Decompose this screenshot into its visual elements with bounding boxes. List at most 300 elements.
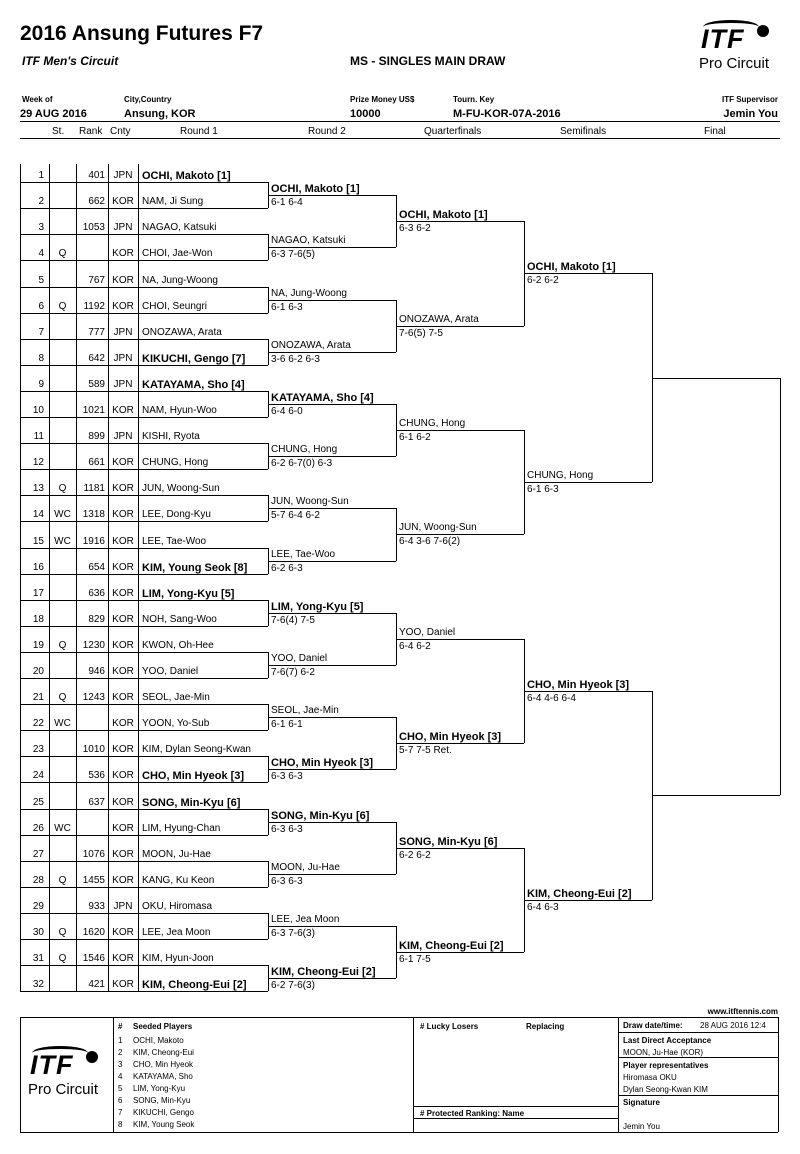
winner-name: LEE, Tae-Woo	[271, 548, 336, 560]
player-rank: 899	[88, 431, 105, 443]
draw-position: 1	[38, 170, 44, 182]
player-rank: 1076	[82, 848, 105, 860]
city-label: City,Country	[124, 95, 172, 104]
player-rank: 1181	[83, 483, 105, 495]
seed-number: 3	[118, 1060, 123, 1069]
match-score: 6-2 6-2	[527, 275, 559, 287]
row-line	[20, 626, 268, 627]
player-name: KANG, Ku Keon	[142, 874, 215, 886]
draw-position: 30	[32, 927, 44, 938]
row-line	[20, 469, 268, 470]
winner-line	[268, 508, 396, 509]
row-line	[20, 287, 268, 288]
player-country: KOR	[112, 300, 134, 312]
player-country: JPN	[113, 170, 133, 182]
logo-subtext: Pro Circuit	[699, 55, 770, 72]
winner-line	[268, 456, 396, 457]
player-name: KISHI, Ryota	[142, 431, 200, 443]
winner-line	[268, 561, 396, 562]
row-line	[20, 365, 268, 366]
player-rank: 777	[88, 326, 105, 338]
winner-line	[268, 195, 396, 196]
player-country: KOR	[112, 744, 134, 756]
winner-name: KIM, Cheong-Eui [2]	[527, 887, 632, 900]
player-country: KOR	[112, 927, 134, 938]
winner-name: ONOZAWA, Arata	[271, 339, 351, 351]
player-rank: 829	[88, 613, 105, 625]
final-slot-line	[652, 378, 780, 379]
final-slot-line	[652, 795, 780, 796]
player-country: KOR	[112, 457, 134, 469]
lucky-losers-label: # Lucky Losers	[420, 1022, 479, 1031]
match-score: 6-4 6-3	[527, 901, 559, 913]
match-score: 6-3 6-3	[271, 771, 303, 783]
player-rank: 1010	[82, 744, 105, 756]
player-status: Q	[58, 874, 67, 886]
match-score: 6-2 6-3	[271, 562, 303, 574]
player-status: WC	[54, 718, 71, 730]
match-score: 6-1 6-1	[271, 719, 303, 731]
player-name: KIM, Cheong-Eui [2]	[142, 979, 247, 992]
tennis-ball-icon	[757, 25, 769, 37]
player-rank: 642	[88, 352, 105, 364]
player-country: KOR	[112, 613, 134, 625]
signature-label: Signature	[623, 1098, 660, 1107]
row-line	[20, 730, 268, 731]
winner-line	[268, 665, 396, 666]
winner-line	[524, 900, 652, 901]
player-name: MOON, Ju-Hae	[142, 848, 211, 860]
draw-position: 20	[32, 666, 44, 677]
player-name: LEE, Dong-Kyu	[142, 509, 211, 521]
row-line	[20, 208, 268, 209]
player-rank: 1455	[82, 874, 105, 886]
match-score: 6-4 6-2	[399, 640, 431, 652]
player-rank: 1243	[82, 692, 105, 704]
draw-position: 5	[38, 274, 44, 286]
winner-line	[524, 273, 652, 274]
player-status: Q	[58, 483, 67, 495]
winner-name: NAGAO, Katsuki	[271, 235, 346, 247]
seed-player-name: SONG, Min-Kyu	[133, 1096, 191, 1105]
row-line	[20, 182, 268, 183]
player-name: LEE, Tae-Woo	[142, 535, 207, 547]
player-name: CHUNG, Hong	[142, 457, 209, 469]
seed-player-name: LIM, Yong-Kyu	[133, 1084, 186, 1093]
winner-name: YOO, Daniel	[399, 626, 456, 638]
player-status: Q	[58, 300, 67, 312]
draw-position: 31	[32, 953, 44, 965]
winner-name: OCHI, Makoto [1]	[271, 183, 360, 196]
row-line	[20, 887, 268, 888]
winner-line	[396, 221, 524, 222]
player-rank: 589	[88, 378, 105, 390]
circuit-subtitle: ITF Men's Circuit	[22, 54, 119, 68]
player-rank: 1192	[83, 300, 105, 312]
player-name: YOON, Yo-Sub	[142, 718, 210, 730]
draw-position: 13	[32, 483, 44, 495]
draw-position: 29	[32, 900, 44, 912]
player-name: OKU, Hiromasa	[142, 900, 213, 912]
col-header-quarterfinals: Quarterfinals	[424, 126, 482, 137]
row-line	[20, 913, 268, 914]
row-line	[20, 313, 268, 314]
draw-position: 23	[32, 744, 44, 756]
supervisor-label: ITF Supervisor	[721, 95, 778, 104]
player-name: NA, Jung-Woong	[142, 274, 218, 286]
player-rank: 661	[88, 457, 105, 469]
winner-line	[268, 769, 396, 770]
draw-position: 3	[38, 222, 44, 234]
winner-line	[268, 247, 396, 248]
seed-player-name: OCHI, Makoto	[133, 1036, 184, 1045]
match-score: 6-2 6-2	[399, 849, 431, 861]
winner-line	[268, 404, 396, 405]
player-status: Q	[58, 248, 67, 260]
seed-number: 6	[118, 1096, 123, 1105]
player-country: KOR	[112, 248, 134, 260]
seed-player-name: KIKUCHI, Gengo	[133, 1108, 194, 1117]
player-rank: 662	[88, 196, 105, 208]
draw-position: 14	[32, 509, 44, 521]
winner-name: ONOZAWA, Arata	[399, 313, 479, 325]
player-rank: 1318	[82, 509, 105, 521]
row-line	[20, 965, 268, 966]
winner-name: JUN, Woong-Sun	[271, 496, 349, 508]
winner-name: CHUNG, Hong	[527, 470, 594, 482]
player-rank: 401	[88, 170, 105, 182]
match-score: 6-2 6-7(0) 6-3	[271, 458, 333, 470]
winner-line	[268, 352, 396, 353]
row-line	[20, 782, 268, 783]
row-line	[20, 443, 268, 444]
player-name: LIM, Hyung-Chan	[142, 822, 221, 834]
match-score: 6-3 6-3	[271, 823, 303, 835]
match-score: 6-3 7-6(3)	[271, 927, 315, 939]
player-rank: 1546	[82, 953, 105, 965]
winner-name: KIM, Cheong-Eui [2]	[399, 940, 504, 953]
player-status: Q	[58, 927, 67, 938]
winner-name: JUN, Woong-Sun	[399, 522, 477, 534]
week-label: Week of	[22, 95, 53, 104]
winner-name: CHUNG, Hong	[271, 444, 338, 456]
row-line	[20, 678, 268, 679]
player-country: KOR	[112, 770, 134, 782]
match-score: 6-1 6-2	[399, 432, 431, 444]
draw-position: 22	[32, 718, 44, 730]
player-name: CHO, Min Hyeok [3]	[142, 770, 245, 783]
draw-position: 17	[32, 587, 44, 599]
winner-name: OCHI, Makoto [1]	[399, 209, 488, 222]
logo-text: ITF	[30, 1050, 74, 1080]
week-value: 29 AUG 2016	[20, 108, 87, 120]
col-header-round1: Round 1	[180, 126, 218, 137]
seed-player-name: KATAYAMA, Sho	[133, 1072, 193, 1081]
winner-line	[268, 978, 396, 979]
tournament-title: 2016 Ansung Futures F7	[20, 22, 264, 45]
draw-position: 10	[32, 405, 44, 416]
match-score: 6-3 6-2	[399, 223, 431, 235]
row-line	[20, 391, 268, 392]
player-country: KOR	[112, 587, 134, 599]
row-line	[20, 339, 268, 340]
match-score: 5-7 6-4 6-2	[271, 510, 320, 522]
match-score: 6-1 6-4	[271, 197, 303, 209]
player-rank: 654	[88, 561, 105, 573]
row-line	[20, 809, 268, 810]
seed-number: 1	[118, 1036, 123, 1045]
winner-name: LEE, Jea Moon	[271, 913, 340, 925]
player-name: YOO, Daniel	[142, 666, 199, 677]
draw-position: 8	[38, 352, 44, 364]
player-name: KIM, Young Seok [8]	[142, 561, 248, 574]
draw-position: 21	[32, 692, 44, 704]
col-header-round2: Round 2	[308, 126, 346, 137]
winner-line	[396, 639, 524, 640]
winner-name: KATAYAMA, Sho [4]	[271, 391, 374, 404]
draw-position: 7	[38, 326, 44, 338]
logo-text: ITF	[701, 24, 745, 54]
match-score: 7-6(4) 7-5	[271, 614, 315, 626]
winner-name: CHO, Min Hyeok [3]	[399, 731, 502, 744]
player-rep-1: Hiromasa OKU	[623, 1073, 677, 1082]
seeded-hash: #	[118, 1022, 123, 1031]
draw-position: 16	[32, 561, 44, 573]
player-name: KIM, Dylan Seong-Kwan	[142, 744, 251, 756]
player-country: KOR	[112, 274, 134, 286]
player-rank: 1021	[82, 405, 105, 416]
player-reps-label: Player representatives	[623, 1061, 709, 1070]
table-column-divider	[20, 164, 21, 991]
player-name: CHOI, Seungri	[142, 300, 208, 312]
winner-line	[524, 691, 652, 692]
player-name: NAGAO, Katsuki	[142, 222, 217, 234]
player-status: Q	[58, 692, 67, 704]
player-name: NAM, Hyun-Woo	[142, 405, 217, 416]
winner-name: MOON, Ju-Hae	[271, 861, 340, 873]
winner-line	[268, 874, 396, 875]
draw-name: MS - SINGLES MAIN DRAW	[350, 54, 506, 68]
row-line	[20, 574, 268, 575]
player-country: KOR	[112, 509, 134, 521]
player-status: WC	[54, 535, 71, 547]
draw-position: 25	[32, 796, 44, 808]
draw-position: 2	[38, 196, 44, 208]
player-country: KOR	[112, 953, 134, 965]
draw-position: 6	[38, 300, 44, 312]
winner-name: SEOL, Jae-Min	[271, 705, 339, 717]
draw-datetime-label: Draw date/time:	[623, 1021, 683, 1030]
winner-name: NA, Jung-Woong	[271, 287, 347, 299]
winner-name: OCHI, Makoto [1]	[527, 261, 616, 274]
player-rank: 637	[88, 796, 105, 808]
prize-label: Prize Money US$	[350, 95, 415, 104]
bracket-connector	[780, 378, 781, 796]
match-score: 6-3 6-3	[271, 875, 303, 887]
table-column-divider	[49, 164, 50, 991]
table-column-divider	[76, 164, 77, 991]
player-country: JPN	[113, 352, 133, 364]
seed-player-name: KIM, Cheong-Eui	[133, 1048, 194, 1057]
player-country: KOR	[112, 692, 134, 704]
row-line	[20, 234, 268, 235]
player-rank: 933	[88, 900, 105, 912]
itf-logo	[695, 20, 785, 76]
row-line	[20, 835, 268, 836]
col-header-cnty: Cnty	[110, 126, 131, 137]
winner-line	[268, 822, 396, 823]
draw-position: 19	[32, 639, 44, 651]
seed-number: 2	[118, 1048, 123, 1057]
winner-line	[268, 926, 396, 927]
col-header-semifinals: Semifinals	[560, 126, 607, 137]
winner-line	[268, 300, 396, 301]
match-score: 6-1 6-3	[271, 301, 303, 313]
supervisor-value: Jemin You	[723, 108, 778, 120]
match-score: 6-4 4-6 6-4	[527, 693, 576, 705]
player-name: KATAYAMA, Sho [4]	[142, 378, 245, 391]
player-country: KOR	[112, 848, 134, 860]
player-rank: 1230	[82, 639, 105, 651]
draw-position: 9	[38, 378, 44, 390]
row-line	[20, 756, 268, 757]
winner-name: CHUNG, Hong	[399, 418, 466, 430]
draw-position: 11	[33, 431, 44, 443]
player-name: NAM, Ji Sung	[142, 196, 204, 208]
draw-position: 4	[38, 248, 44, 260]
itf-logo-footer	[24, 1046, 112, 1102]
row-line	[20, 260, 268, 261]
winner-name: KIM, Cheong-Eui [2]	[271, 966, 376, 979]
player-rep-2: Dylan Seong-Kwan KIM	[623, 1085, 708, 1094]
row-line	[20, 521, 268, 522]
key-label: Tourn. Key	[453, 95, 495, 104]
player-name: ONOZAWA, Arata	[142, 326, 222, 338]
winner-line	[396, 534, 524, 535]
table-column-divider	[138, 164, 139, 991]
player-country: KOR	[112, 405, 134, 416]
winner-name: SONG, Min-Kyu [6]	[271, 809, 370, 822]
column-header-divider	[20, 138, 780, 139]
player-country: KOR	[112, 196, 134, 208]
col-header-final: Final	[704, 126, 726, 137]
match-score: 6-1 7-5	[399, 954, 431, 966]
player-name: CHOI, Jae-Won	[142, 248, 213, 260]
row-line	[20, 417, 268, 418]
winner-line	[396, 430, 524, 431]
player-rank: 946	[88, 666, 105, 677]
last-da-label: Last Direct Acceptance	[623, 1036, 712, 1045]
col-header-rank: Rank	[79, 126, 103, 137]
winner-line	[268, 613, 396, 614]
match-score: 6-4 6-0	[271, 405, 303, 417]
winner-line	[524, 482, 652, 483]
table-column-divider	[108, 164, 109, 991]
last-da-value: MOON, Ju-Hae (KOR)	[623, 1048, 704, 1057]
player-name: JUN, Woong-Sun	[142, 483, 220, 495]
seed-number: 8	[118, 1120, 123, 1129]
player-country: JPN	[113, 900, 133, 912]
winner-name: CHO, Min Hyeok [3]	[527, 679, 630, 692]
row-line	[20, 861, 268, 862]
player-country: KOR	[112, 561, 134, 573]
replacing-label: Replacing	[526, 1022, 565, 1031]
player-country: JPN	[113, 378, 133, 390]
match-score: 6-1 6-3	[527, 484, 559, 496]
protected-ranking-label: # Protected Ranking: Name	[420, 1109, 525, 1118]
player-country: KOR	[112, 483, 134, 495]
match-score: 6-3 7-6(5)	[271, 249, 315, 261]
seeded-title: Seeded Players	[133, 1022, 193, 1031]
seed-player-name: KIM, Young Seok	[133, 1120, 195, 1129]
player-country: JPN	[113, 326, 133, 338]
player-status: Q	[58, 953, 67, 965]
row-line	[20, 991, 268, 992]
draw-position: 18	[32, 613, 44, 625]
player-name: OCHI, Makoto [1]	[142, 170, 231, 183]
key-value: M-FU-KOR-07A-2016	[453, 108, 561, 120]
player-name: KWON, Oh-Hee	[142, 639, 214, 651]
winner-line	[268, 717, 396, 718]
match-score: 6-4 3-6 7-6(2)	[399, 536, 461, 548]
draw-position: 15	[32, 535, 44, 547]
player-country: KOR	[112, 535, 134, 547]
player-name: SEOL, Jae-Min	[142, 692, 210, 704]
website-link[interactable]: www.itftennis.com	[707, 1007, 778, 1016]
player-rank: 1053	[82, 222, 105, 234]
match-score: 7-6(5) 7-5	[399, 327, 443, 339]
winner-name: SONG, Min-Kyu [6]	[399, 835, 498, 848]
draw-position: 24	[32, 770, 44, 782]
player-country: JPN	[113, 431, 133, 443]
player-country: KOR	[112, 874, 134, 886]
player-country: KOR	[112, 979, 134, 991]
player-name: NOH, Sang-Woo	[142, 613, 217, 625]
player-rank: 536	[88, 770, 105, 782]
player-status: WC	[54, 822, 71, 834]
winner-line	[396, 743, 524, 744]
player-country: KOR	[112, 718, 134, 730]
player-country: KOR	[112, 639, 134, 651]
row-line	[20, 704, 268, 705]
tennis-ball-icon	[86, 1051, 98, 1063]
winner-name: LIM, Yong-Kyu [5]	[271, 600, 364, 613]
draw-datetime-value: 28 AUG 2016 12:4	[700, 1021, 766, 1030]
match-score: 7-6(7) 6-2	[271, 666, 315, 678]
match-score: 5-7 7-5 Ret.	[399, 745, 452, 757]
player-country: KOR	[112, 822, 134, 834]
player-rank: 421	[88, 979, 105, 991]
winner-name: CHO, Min Hyeok [3]	[271, 757, 374, 770]
player-name: LIM, Yong-Kyu [5]	[142, 587, 235, 600]
player-country: KOR	[112, 666, 134, 677]
col-header-st: St.	[52, 126, 65, 137]
row-line	[20, 600, 268, 601]
player-name: KIKUCHI, Gengo [7]	[142, 352, 246, 365]
winner-line	[396, 848, 524, 849]
row-line	[20, 939, 268, 940]
draw-position: 27	[32, 848, 44, 860]
draw-position: 12	[32, 457, 44, 469]
row-line	[20, 548, 268, 549]
player-country: JPN	[113, 222, 133, 234]
city-value: Ansung, KOR	[124, 108, 196, 120]
draw-position: 32	[32, 979, 44, 991]
player-rank: 767	[88, 274, 105, 286]
winner-line	[396, 952, 524, 953]
signature-value: Jemin You	[623, 1122, 660, 1131]
match-score: 3-6 6-2 6-3	[271, 353, 320, 365]
